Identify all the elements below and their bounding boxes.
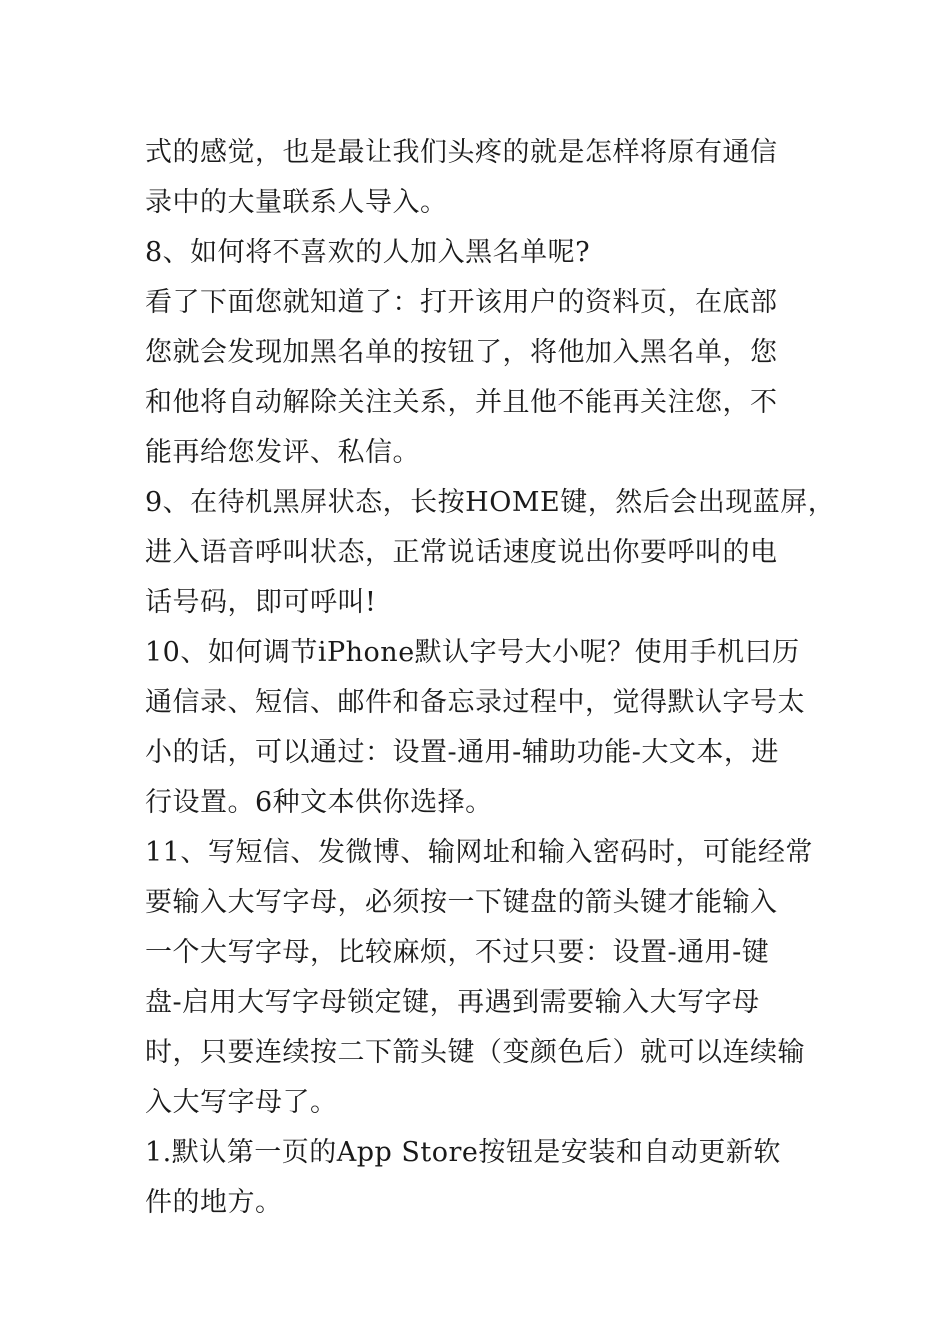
text-line: 能再给您发评、私信。	[145, 437, 420, 468]
text-line: 9、在待机黑屏状态，长按HOME键，然后会出现蓝屏，	[145, 487, 836, 518]
text-line: 和他将自动解除关注关系，并且他不能再关注您，不	[145, 387, 778, 418]
paragraph-contacts-import	[145, 128, 809, 228]
text-line: 入大写字母了。	[145, 1087, 338, 1118]
text-line: 话号码，即可呼叫!	[145, 587, 377, 618]
text-line: 行设置。6种文本供你选择。	[145, 787, 493, 818]
text-line: 11、写短信、发微博、输网址和输入密码时，可能经常	[145, 837, 813, 868]
paragraph-heading-8	[145, 228, 809, 278]
text-line: 盘-启用大写字母锁定键，再遇到需要输入大写字母	[145, 987, 760, 1018]
text-line: 1.默认第一页的App Store按钮是安装和自动更新软	[145, 1137, 781, 1168]
paragraph-tip-11	[145, 828, 813, 1128]
text-line: 看了下面您就知道了：打开该用户的资料页，在底部	[145, 287, 778, 318]
text-line: 进入语音呼叫状态，正常说话速度说出你要呼叫的电	[145, 537, 778, 568]
text-line: 您就会发现加黑名单的按钮了，将他加入黑名单，您	[145, 337, 778, 368]
text-line: 要输入大写字母，必须按一下键盘的箭头键才能输入	[145, 887, 778, 918]
text-line: 8、如何将不喜欢的人加入黑名单呢?	[145, 237, 591, 268]
document-body	[145, 128, 836, 1228]
text-line: 时，只要连续按二下箭头键（变颜色后）就可以连续输	[145, 1037, 805, 1068]
text-line: 录中的大量联系人导入。	[145, 187, 448, 218]
paragraph-tip-9	[145, 478, 836, 628]
text-line: 件的地方。	[145, 1187, 283, 1218]
paragraph-tip-10	[145, 628, 809, 828]
text-line: 通信录、短信、邮件和备忘录过程中，觉得默认字号太	[145, 687, 805, 718]
paragraph-blacklist	[145, 278, 809, 478]
text-line: 10、如何调节iPhone默认字号大小呢？使用手机曰历	[145, 637, 800, 668]
text-line: 一个大写字母，比较麻烦，不过只要：设置-通用-键	[145, 937, 770, 968]
text-line: 式的感觉，也是最让我们头疼的就是怎样将原有通信	[145, 137, 778, 168]
paragraph-app-store	[145, 1128, 809, 1228]
text-line: 小的话，可以通过：设置-通用-辅助功能-大文本，进	[145, 737, 779, 768]
